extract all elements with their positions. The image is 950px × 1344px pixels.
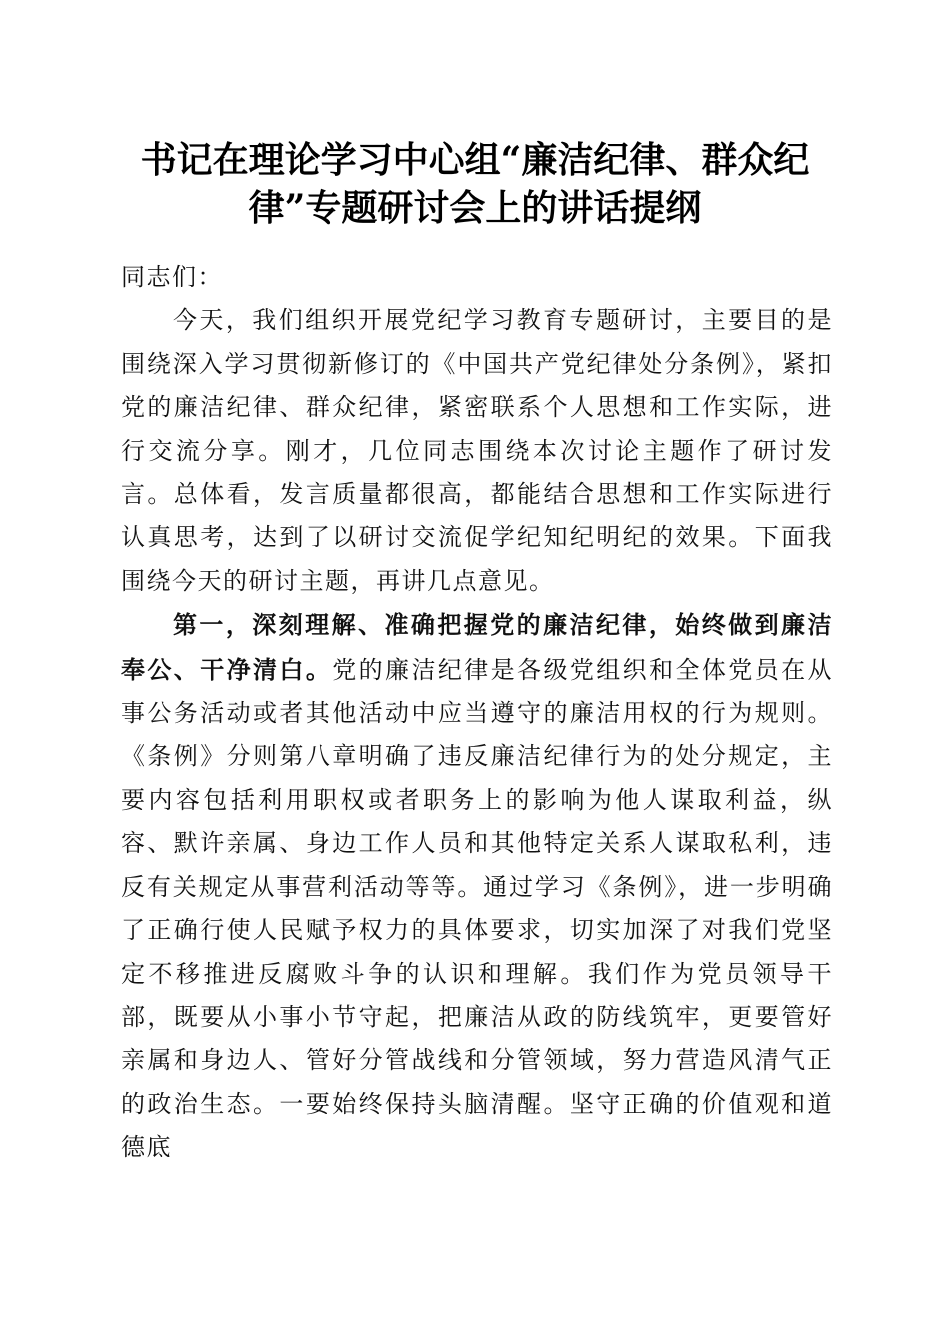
paragraph-opening: 今天，我们组织开展党纪学习教育专题研讨，主要目的是围绕深入学习贯彻新修订的《中国共产党纪律处分条例》，紧扣党的廉洁纪律、群众纪律，紧密联系个人思想和工作实际，进行交流分享。刚才，几位同志围绕本次讨论主题作了研讨发言。总体看，发言质量都很高，都能结合思想和工作实际进行认真思考，达到了以研讨交流促学纪知纪明纪的效果。下面我围绕今天的研讨主题，再讲几点意见。 [121,306,833,595]
title-line-2: 律”专题研讨会上的讲话提纲 [248,187,702,229]
salutation: 同志们： [121,263,223,291]
paragraph-point-one-heading: 第一，深刻理解、准确把握党的廉洁纪律，始终做到廉洁奉公、干净清白。 [121,610,833,684]
paragraph-point-one [121,603,833,1169]
paragraph-point-one-body: 党的廉洁纪律是各级党组织和全体党员在从事公务活动或者其他活动中应当遵守的廉洁用权的行为规则。《条例》分则第八章明确了违反廉洁纪律行为的处分规定，主要内容包括利用职权或者职务上的影响为他人谋取利益，纵容、默许亲属、身边工作人员和其他特定关系人谋取私利，违反有关规定从事营利活动等等。通过学习《条例》，进一步明确了正确行使人民赋予权力的具体要求，切实加深了对我们党坚定不移推进反腐败斗争的认识和理解。我们作为党员领导干部，既要从小事小节守起，把廉洁从政的防线筑牢，更要管好亲属和身边人、管好分管战线和分管领域，努力营造风清气正的政治生态。一要始终保持头脑清醒。坚守正确的价值观和道德底 [121,655,834,1162]
document-title [100,136,850,232]
title-line-1: 书记在理论学习中心组“廉洁纪律、群众纪 [140,139,810,181]
document-body [121,256,833,1170]
